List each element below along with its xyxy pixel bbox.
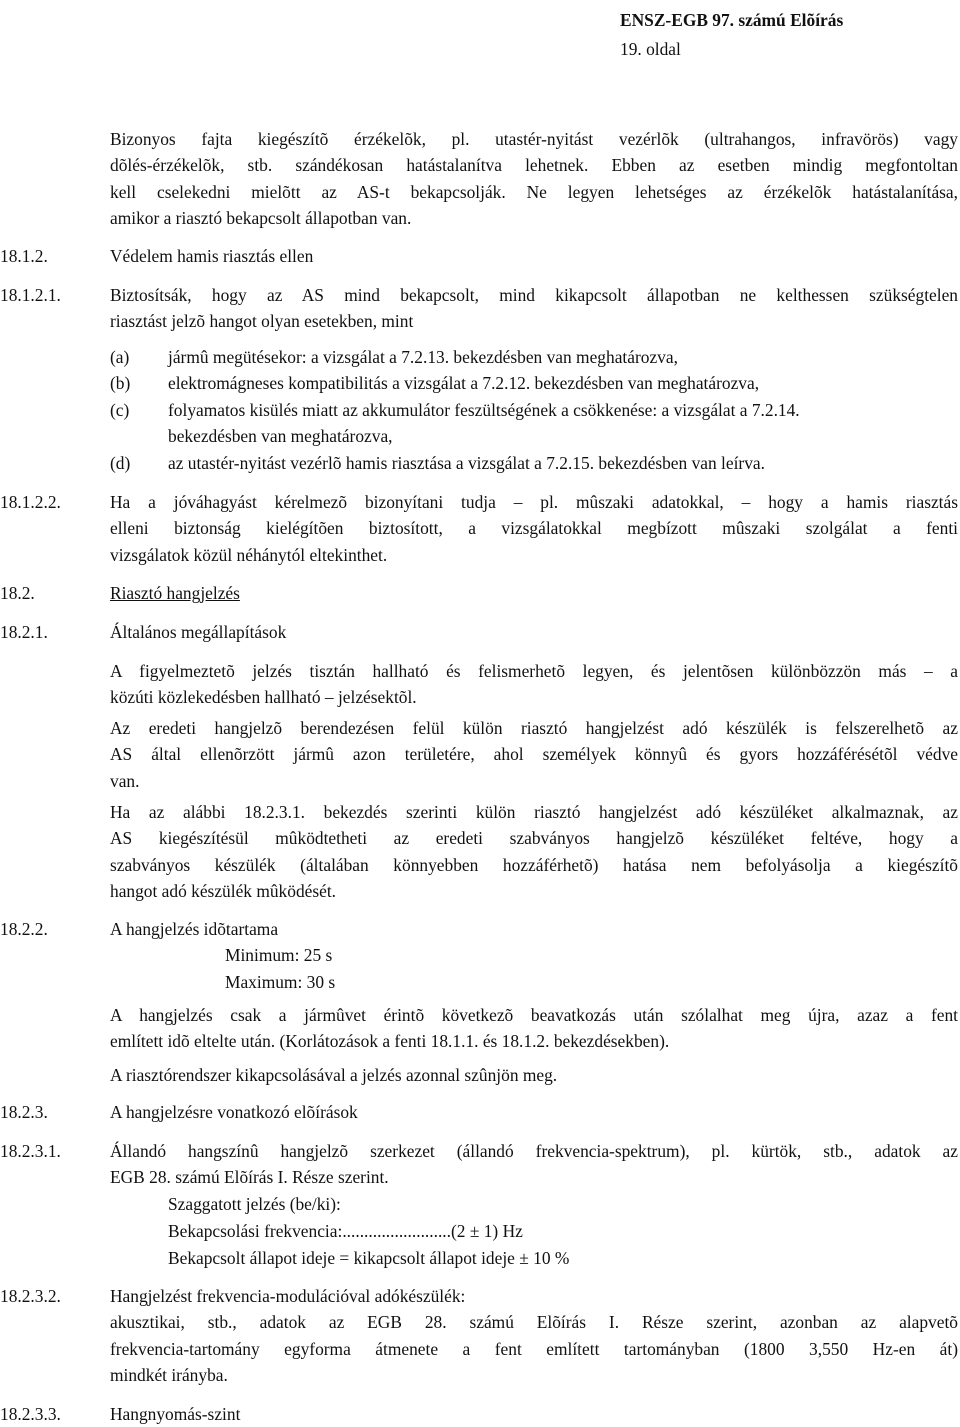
body-line: riasztást jelzõ hangot olyan esetekben, mint bbox=[110, 311, 414, 331]
section-number: 18.1.2. bbox=[0, 246, 48, 266]
list-item-text: az utastér-nyitást vezérlõ hamis riasztása a vizsgálat a 7.2.15. bekezdésben van leírva. bbox=[168, 453, 765, 473]
intro-line: kell cselekedni mielõtt az AS-t bekapcsolják. Ne legyen lehetséges az érzékelõk hatástalanítása, bbox=[110, 182, 958, 202]
body-line: A riasztórendszer kikapcsolásával a jelzés azonnal szûnjön meg. bbox=[110, 1065, 558, 1085]
section-number: 18.2. bbox=[0, 583, 35, 603]
body-line: Hangjelzést frekvencia-modulációval adókészülék: bbox=[110, 1286, 466, 1306]
list-item-label: (b) bbox=[110, 373, 131, 393]
regulation-title: ENSZ-EGB 97. számú Elõírás bbox=[620, 10, 844, 30]
body-line: közúti közlekedésben hallható – jelzésektõl. bbox=[110, 687, 417, 707]
body-line: Ha a jóváhagyást kérelmezõ bizonyítani tudja – pl. mûszaki adatokkal, – hogy a hamis riasztás bbox=[110, 492, 958, 512]
list-item-label: (a) bbox=[110, 347, 130, 367]
duration-minimum: Minimum: 25 s bbox=[225, 945, 333, 965]
section-number: 18.1.2.1. bbox=[0, 285, 61, 305]
intro-line: dõlés-érzékelõk, stb. szándékosan hatástalanítva lehetnek. Ebben az esetben mindig megfontoltan bbox=[110, 155, 958, 175]
body-line: A hangjelzés csak a jármûvet érintõ következõ beavatkozás után szólalhat meg újra, azaz a fent bbox=[110, 1005, 958, 1025]
section-title: Általános megállapítások bbox=[110, 622, 287, 642]
section-title: Védelem hamis riasztás ellen bbox=[110, 246, 314, 266]
body-line: EGB 28. számú Elõírás I. Része szerint. bbox=[110, 1167, 389, 1187]
body-line: említett idõ eltelte után. (Korlátozások a fenti 18.1.1. és 18.1.2. bekezdésekben). bbox=[110, 1031, 670, 1051]
body-line: vizsgálatok közül néhánytól eltekinthet. bbox=[110, 545, 388, 565]
intro-line: Bizonyos fajta kiegészítõ érzékelõk, pl. utastér-nyitást vezérlõk (ultrahangos, infravörös) vagy bbox=[110, 129, 958, 149]
body-line: AS által ellenõrzött jármû azon területére, ahol személyek könnyû és gyors hozzáférésétõl védve bbox=[110, 744, 958, 764]
body-line: Az eredeti hangjelzõ berendezésen felül külön riasztó hangjelzést adó készülék is felszerelhetõ az bbox=[110, 718, 958, 738]
section-title: A hangjelzés idõtartama bbox=[110, 919, 279, 939]
body-line: akusztikai, stb., adatok az EGB 28. számú Elõírás I. Része szerint, azonban az alapvetõ bbox=[110, 1312, 958, 1332]
section-number: 18.2.1. bbox=[0, 622, 48, 642]
body-line: A figyelmeztetõ jelzés tisztán hallható és felismerhetõ legyen, és jelentõsen különbözzön más – a bbox=[110, 661, 958, 681]
body-line: Biztosítsák, hogy az AS mind bekapcsolt, mind kikapcsolt állapotban ne kelthessen szükségtelen bbox=[110, 285, 958, 305]
body-line: Állandó hangszínû hangjelzõ szerkezet (állandó frekvencia-spektrum), pl. kürtök, stb., adatok az bbox=[110, 1141, 958, 1161]
body-line: van. bbox=[110, 771, 140, 791]
spec-line: Bekapcsolt állapot ideje = kikapcsolt állapot ideje ± 10 % bbox=[168, 1248, 570, 1268]
section-number: 18.2.2. bbox=[0, 919, 48, 939]
body-line: elleni biztonság kielégítõen biztosított, a vizsgálatokkal megbízott mûszaki szolgálat a fenti bbox=[110, 518, 958, 538]
list-item-label: (d) bbox=[110, 453, 131, 473]
section-title: A hangjelzésre vonatkozó elõírások bbox=[110, 1102, 358, 1122]
section-number: 18.2.3.2. bbox=[0, 1286, 61, 1306]
intro-line: amikor a riasztó bekapcsolt állapotban van. bbox=[110, 208, 412, 228]
section-title: Hangnyomás-szint bbox=[110, 1404, 241, 1424]
spec-line: Bekapcsolási frekvencia:.........................(2 ± 1) Hz bbox=[168, 1221, 523, 1241]
list-item-text: bekezdésben van meghatározva, bbox=[168, 426, 393, 446]
section-number: 18.2.3.3. bbox=[0, 1404, 61, 1424]
body-line: AS kiegészítésül mûködtetheti az eredeti szabványos hangjelzõ készüléket feltéve, hogy a bbox=[110, 828, 958, 848]
spec-line: Szaggatott jelzés (be/ki): bbox=[168, 1194, 341, 1214]
duration-maximum: Maximum: 30 s bbox=[225, 972, 336, 992]
section-number: 18.1.2.2. bbox=[0, 492, 61, 512]
list-item-text: folyamatos kisülés miatt az akkumulátor feszültségének a csökkenése: a vizsgálat a 7.2.14. bbox=[168, 400, 800, 420]
page-number: 19. oldal bbox=[620, 39, 681, 59]
body-line: Ha az alábbi 18.2.3.1. bekezdés szerinti külön riasztó hangjelzést adó készüléket alkalmaznak, az bbox=[110, 802, 958, 822]
body-line: szabványos készülék (általában könnyebben hozzáférhetõ) hatása nem befolyásolja a kiegészítõ bbox=[110, 855, 958, 875]
section-title: Riasztó hangjelzés bbox=[110, 583, 240, 603]
list-item-text: jármû megütésekor: a vizsgálat a 7.2.13. bekezdésben van meghatározva, bbox=[168, 347, 678, 367]
list-item-text: elektromágneses kompatibilitás a vizsgálat a 7.2.12. bekezdésben van meghatározva, bbox=[168, 373, 760, 393]
section-number: 18.2.3.1. bbox=[0, 1141, 61, 1161]
body-line: frekvencia-tartomány egyforma átmenete a fent említett tartományban (1800 3,550 Hz-en át) bbox=[110, 1339, 958, 1359]
body-line: hangot adó készülék mûködését. bbox=[110, 881, 337, 901]
section-number: 18.2.3. bbox=[0, 1102, 48, 1122]
page-header bbox=[620, 6, 843, 64]
body-line: mindkét irányba. bbox=[110, 1365, 228, 1385]
list-item-label: (c) bbox=[110, 400, 130, 420]
